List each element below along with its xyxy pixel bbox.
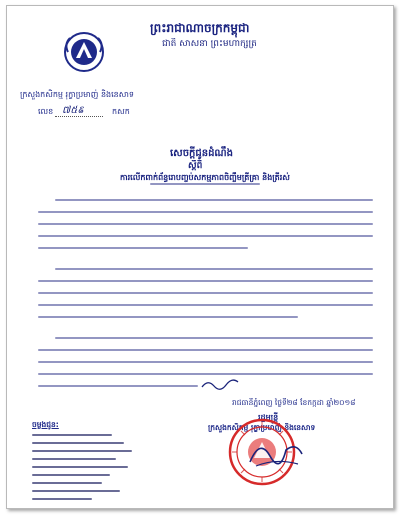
signatory-ministry: ក្រសួងកសិកម្ម រុក្ខាប្រមាញ់ និងនេសាទ bbox=[208, 423, 316, 432]
signatory-title: រដ្ឋមន្ត្រី bbox=[258, 413, 279, 422]
inline-handwritten-mark bbox=[200, 377, 240, 391]
number-value: ៧៥៩ bbox=[62, 105, 85, 116]
ministry-emblem-icon bbox=[62, 30, 106, 74]
kingdom-title: ព្រះរាជាណាចក្រកម្ពុជា bbox=[150, 21, 250, 35]
national-motto: ជាតិ សាសនា ព្រះមហាក្សត្រ bbox=[162, 39, 257, 49]
document-date: រាជធានីភ្នំពេញ ថ្ងៃទី២៨ ខែកក្កដា ឆ្នាំ២០១៨ bbox=[232, 398, 356, 407]
subject-underline bbox=[150, 183, 260, 185]
document-about: ស្តីពី bbox=[188, 161, 203, 171]
document-type: សេចក្តីជូនដំណឹង bbox=[170, 148, 233, 159]
document-subject: ការលើកពាក់ព័ន្ធរោបញ្ចប់សកម្មភាពចិញ្ចឹមត្រីគ្រា និងត្រីរស់ bbox=[120, 173, 290, 182]
ministry-name: ក្រសួងកសិកម្ម រុក្ខាប្រមាញ់ និងនេសាទ bbox=[20, 90, 134, 99]
number-suffix: កសក bbox=[112, 107, 130, 116]
number-prefix: លេខ bbox=[38, 107, 54, 116]
signature-icon bbox=[246, 432, 306, 472]
recipients-heading: ចម្លងជូន: bbox=[32, 420, 59, 429]
